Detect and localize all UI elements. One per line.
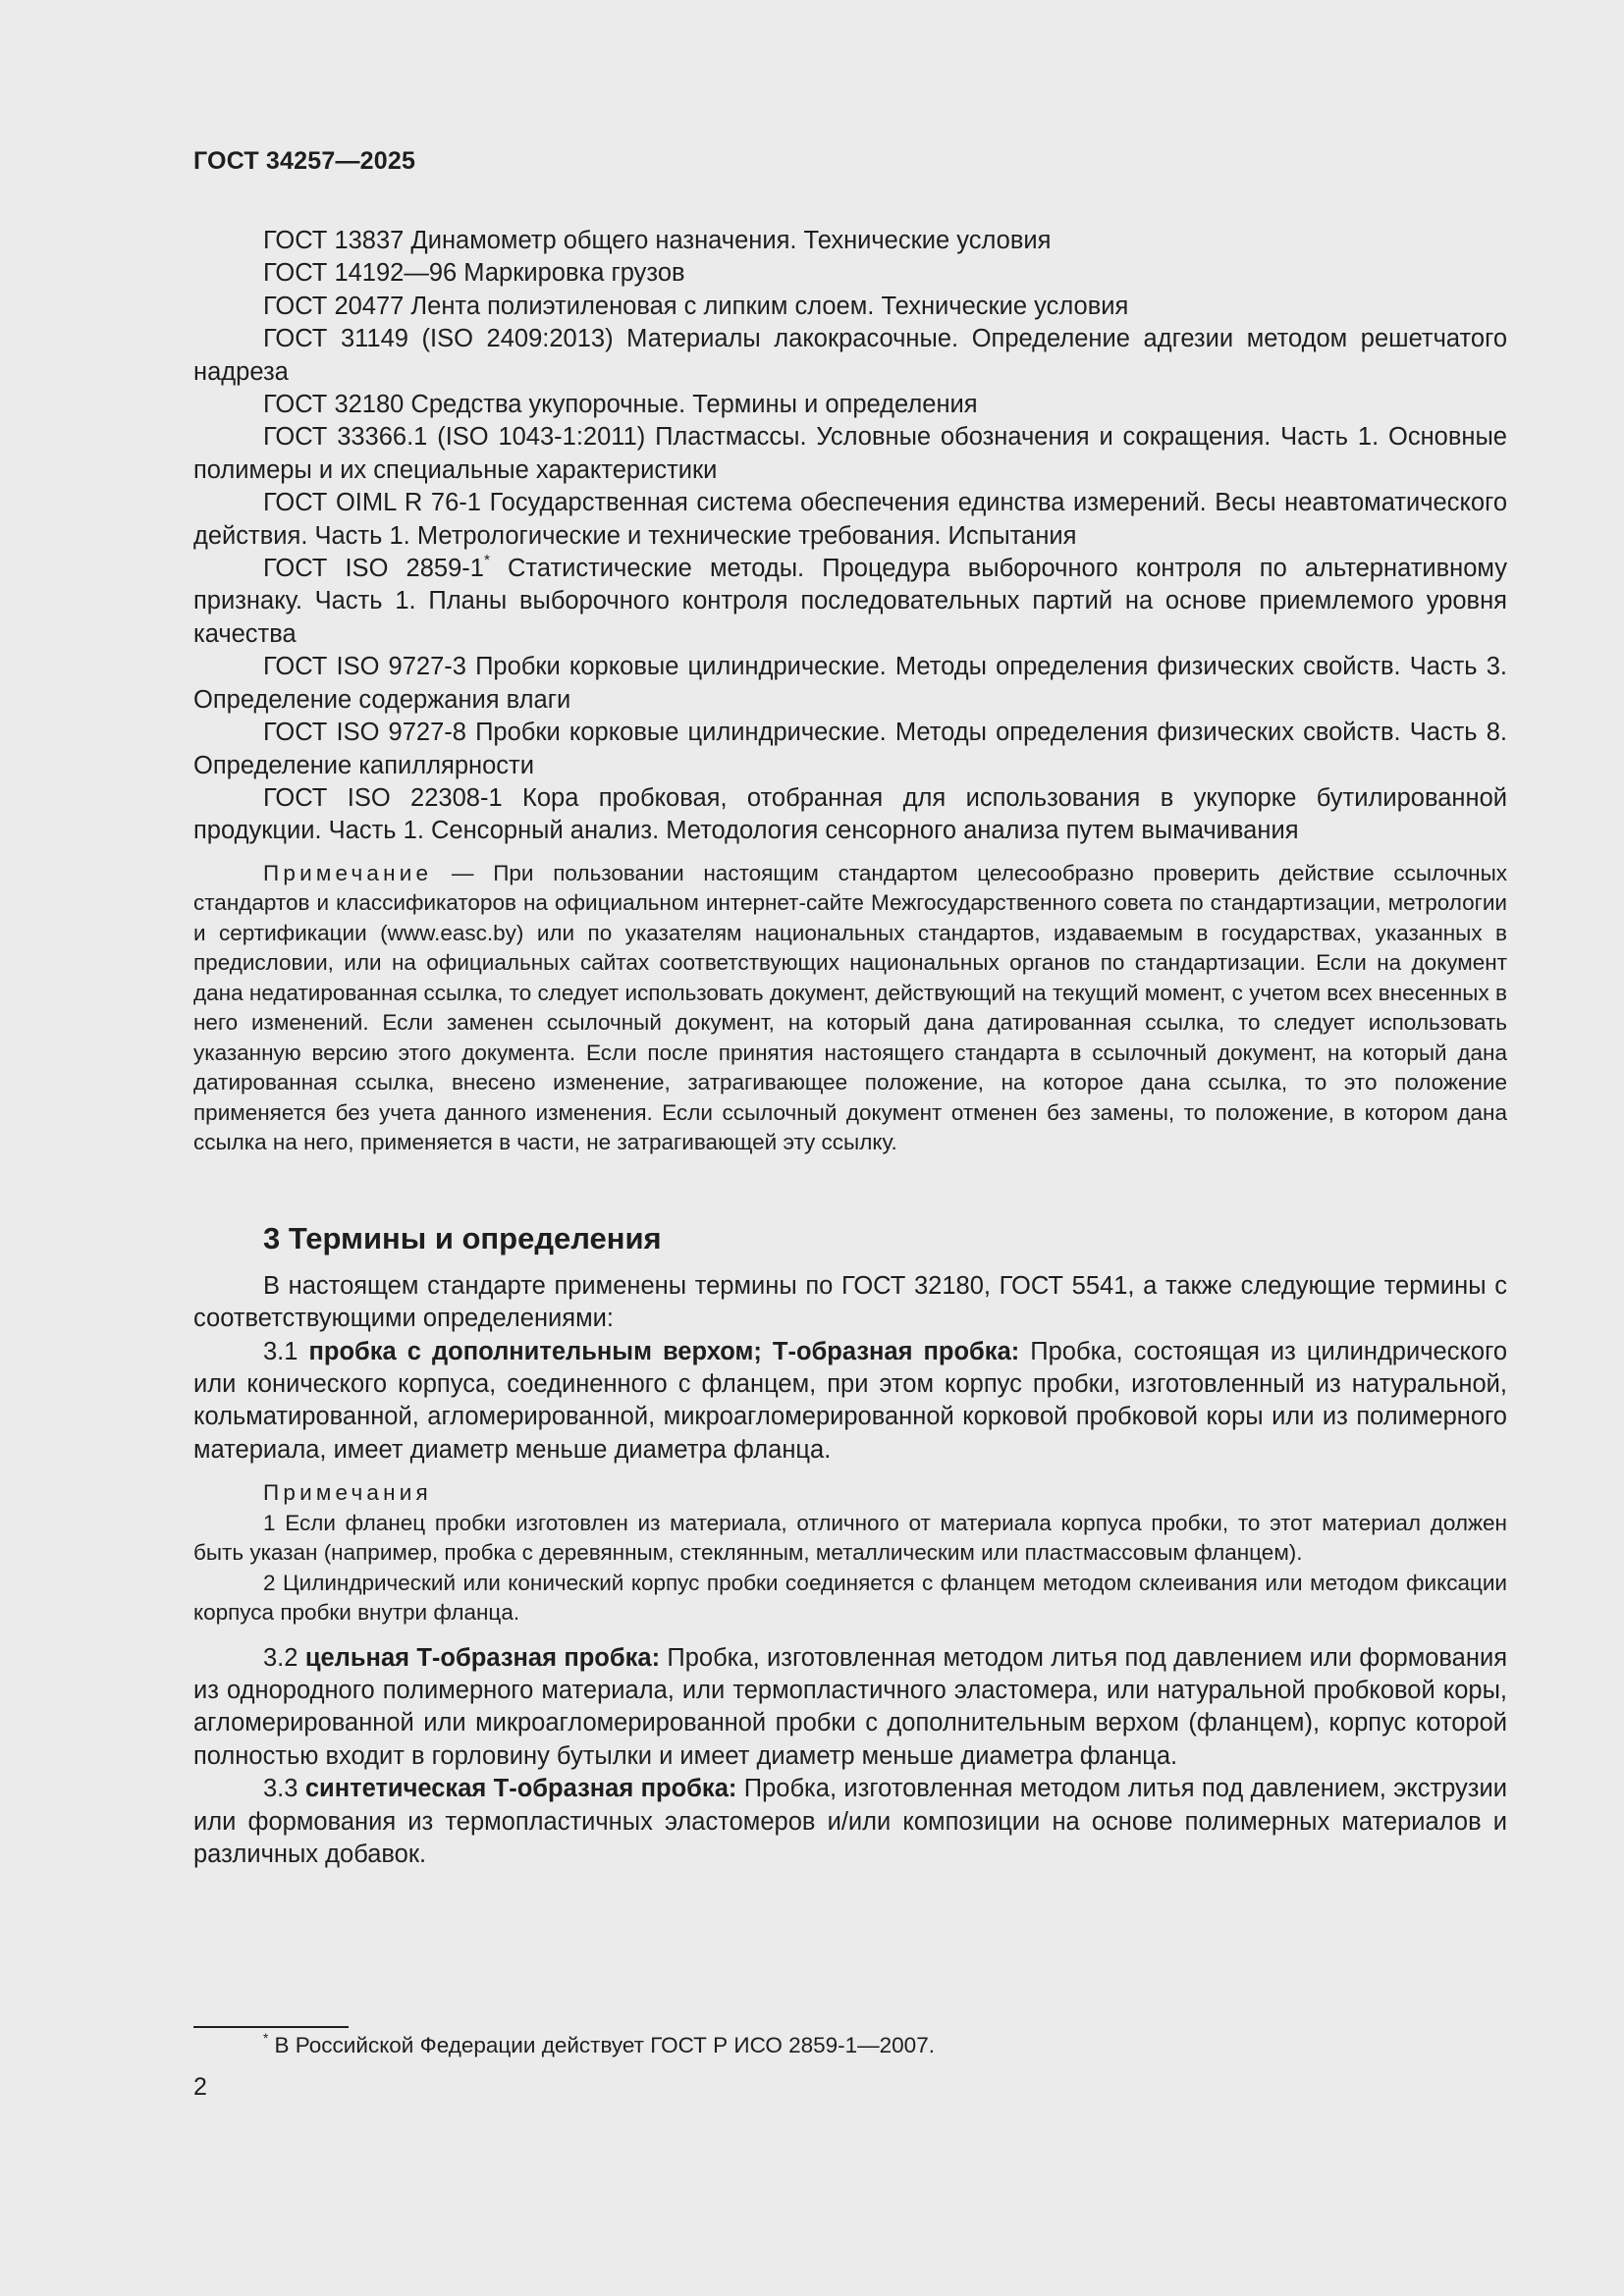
reference-item (193, 553, 1507, 651)
note-item: 2 Цилиндрический или конический корпус пробки соединяется с фланцем методом склеивания или методом фиксации корпуса пробки внутри фланца. (193, 1570, 1507, 1626)
term-number: 3.1 (263, 1337, 309, 1365)
note-label: Примечание (263, 860, 433, 885)
reference-item: ГОСТ ISO 22308-1 Кора пробковая, отобранная для использования в укупорке бутилированной продукции. Часть 1. Сенсорный анализ. Методология сенсорного анализа путем вымачивания (193, 783, 1507, 845)
notes-label: Примечания (263, 1480, 432, 1506)
section-title: 3 Термины и определения (263, 1220, 662, 1255)
reference-code: ГОСТ ISO 2859-1 (263, 555, 484, 583)
reference-item: ГОСТ 20477 Лента полиэтиленовая с липким слоем. Технические условия (263, 292, 1129, 320)
footnote-marker: * (483, 552, 490, 569)
note-item: 1 Если фланец пробки изготовлен из материала, отличного от материала корпуса пробки, то этот материал должен быть указан (например, пробка с деревянным, стеклянным, металлическим или пластмассовым фланцем). (193, 1510, 1507, 1566)
term-definition (193, 1336, 1507, 1468)
term-name: синтетическая Т-образная пробка: (304, 1775, 737, 1803)
footnote (263, 2031, 935, 2060)
term-notes (193, 1478, 1507, 1629)
section-body (193, 1270, 1507, 1467)
normative-references (193, 225, 1507, 848)
document-header: ГОСТ 34257—2025 (193, 147, 416, 175)
footnote-text: В Российской Федерации действует ГОСТ Р ИСО 2859-1—2007. (268, 2033, 935, 2057)
page-content (193, 225, 1507, 1872)
reference-item: ГОСТ 33366.1 (ISO 1043-1:2011) Пластмассы. Условные обозначения и сокращения. Часть 1. Основные полимеры и их специальные характеристики (193, 423, 1507, 484)
term-text: Пробка, изготовленная методом литья под давлением, экструзии или формования из термопластичных эластомеров и/или композиции на основе полимерных материалов и различных добавок. (193, 1775, 1507, 1869)
term-text: Пробка, изготовленная методом литья под давлением или формования из однородного полимерного материала, или термопластичного эластомера, или натуральной пробковой коры, агломерированной или микроагломерированной пробки с дополнительным верхом (фланцем), корпус которой полностью входит в горловину бутылки и имеет диаметр меньше диаметра фланца. (193, 1643, 1507, 1770)
reference-item: ГОСТ 31149 (ISO 2409:2013) Материалы лакокрасочные. Определение адгезии методом решетчатого надреза (193, 325, 1507, 386)
reference-note (193, 859, 1507, 1158)
reference-item: ГОСТ OIML R 76-1 Государственная система обеспечения единства измерений. Весы неавтоматического действия. Часть 1. Метрологические и технические требования. Испытания (193, 489, 1507, 550)
reference-item: ГОСТ 13837 Динамометр общего назначения. Технические условия (263, 227, 1052, 254)
note-dash: — (432, 860, 494, 885)
term-definition (193, 1773, 1507, 1871)
term-definition (193, 1642, 1507, 1774)
term-number: 3.3 (263, 1775, 305, 1803)
term-text: Пробка, состоящая из цилиндрического или конического корпуса, соединенного с фланцем, при этом корпус пробки, изготовленный из натуральной, кольматированной, агломерированной, микроагломерированной корковой пробковой коры или из полимерного материала, имеет диаметр меньше диаметра фланца. (193, 1337, 1507, 1464)
note-text: При пользовании настоящим стандартом целесообразно проверить действие ссылочных стандартов и классификаторов на официальном интернет-сайте Межгосударственного совета по стандартизации, метрологии и сертификации (www.easc.by) или по указателям национальных стандартов, издаваемым в государствах, указанных в предисловии, или на официальных сайтах соответствующих национальных органов по стандартизации. Если на документ дана недатированная ссылка, то следует использовать документ, действующий на текущий момент, с учетом всех внесенных в него изменений. Если заменен ссылочный документ, на который дана датированная ссылка, то следует использовать указанную версию этого документа. Если после принятия настоящего стандарта в ссылочный документ, на который дана датированная ссылка, внесено изменение, затрагивающее положение, на которое дана ссылка, то это положение применяется без учета данного изменения. Если ссылочный документ отменен без замены, то положение, в котором дана ссылка на него, применяется в части, не затрагивающей эту ссылку. (193, 860, 1507, 1155)
term-name: цельная Т-образная пробка: (304, 1643, 661, 1672)
reference-item: ГОСТ ISO 9727-3 Пробки корковые цилиндрические. Методы определения физических свойств. Часть 3. Определение содержания влаги (193, 653, 1507, 714)
term-number: 3.2 (263, 1643, 305, 1672)
reference-item: ГОСТ 14192—96 Маркировка грузов (263, 259, 685, 288)
reference-item: ГОСТ ISO 9727-8 Пробки корковые цилиндрические. Методы определения физических свойств. Часть 8. Определение капиллярности (193, 719, 1507, 779)
footnote-separator (193, 2026, 349, 2028)
footnote-mark: * (263, 2030, 269, 2046)
reference-title: Статистические методы. Процедура выборочного контроля по альтернативному признаку. Часть 1. Планы выборочного контроля последовательных партий на основе приемлемого уровня качества (193, 555, 1507, 648)
section-intro: В настоящем стандарте применены термины по ГОСТ 32180, ГОСТ 5541, а также следующие термины с соответствующими определениями: (193, 1271, 1507, 1333)
reference-item: ГОСТ 32180 Средства укупорочные. Термины и определения (263, 391, 978, 419)
page-number: 2 (193, 2073, 207, 2101)
term-name: пробка с дополнительным верхом; Т-образная пробка: (308, 1337, 1020, 1365)
section-body-continued (193, 1642, 1507, 1872)
